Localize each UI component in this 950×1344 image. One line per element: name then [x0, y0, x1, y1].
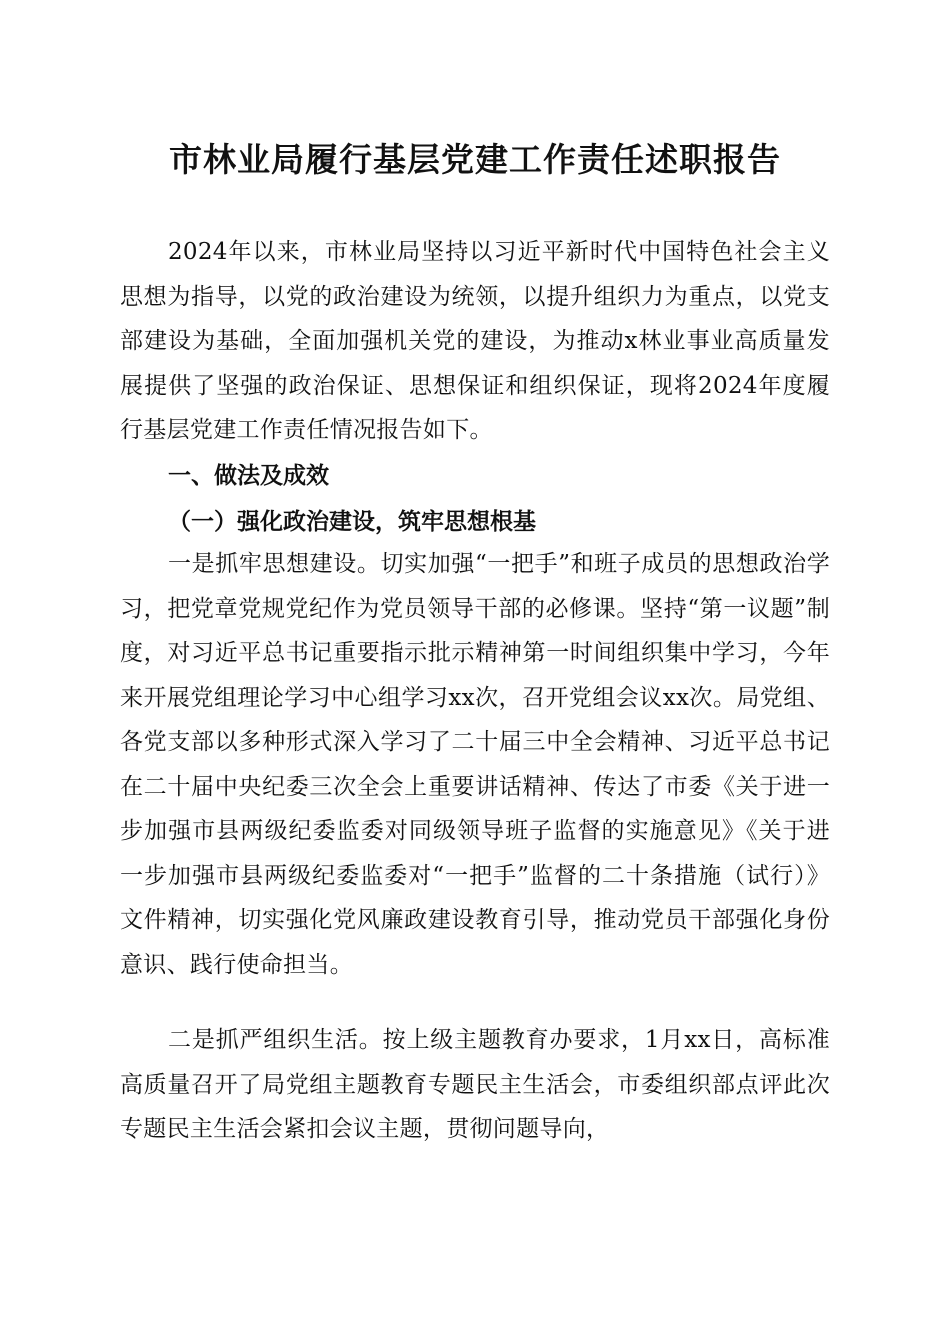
paragraph-body: 按上级主题教育办要求，1月xx日，高标准高质量召开了局党组主题教育专题民主生活会，市委组织部点评此次专题民主生活会紧扣会议主题，贯彻问题导向， — [120, 1027, 830, 1142]
section-heading: 一、做法及成效 — [168, 463, 329, 489]
paragraph-lead: 一是抓牢思想建设。 — [168, 551, 381, 577]
paragraph-organization-life — [120, 1018, 830, 1152]
paragraph-body: 切实加强“一把手”和班子成员的思想政治学习，把党章党规党纪作为党员领导干部的必修课。坚持“第一议题”制度，对习近平总书记重要指示批示精神第一时间组织集中学习，今年来开展党组理论学习中心组学习xx次，召开党组会议xx次。局党组、各党支部以多种形式深入学习了二十届三中全会精神、习近平总书记在二十届中央纪委三次全会上重要讲话精神、传达了市委《关于进一步加强市县两级纪委监委对同级领导班子监督的实施意见》《关于进一步加强市县两级纪委监委对“一把手”监督的二十条措施（试行）》文件精神，切实强化党风廉政建设教育引导，推动党员干部强化身份意识、践行使命担当。 — [120, 551, 830, 978]
subsection-heading: （一）强化政治建设，筑牢思想根基 — [168, 508, 536, 535]
document-title: 市林业局履行基层党建工作责任述职报告 — [169, 140, 781, 179]
intro-paragraph: 2024年以来，市林业局坚持以习近平新时代中国特色社会主义思想为指导，以党的政治建设为统领，以提升组织力为重点，以党支部建设为基础，全面加强机关党的建设，为推动x林业事业高质量发展提供了坚强的政治保证、思想保证和组织保证，现将2024年度履行基层党建工作责任情况报告如下。 — [120, 239, 830, 443]
paragraph-lead: 二是抓严组织生活。 — [168, 1027, 383, 1053]
paragraph-thought-building — [120, 542, 830, 987]
